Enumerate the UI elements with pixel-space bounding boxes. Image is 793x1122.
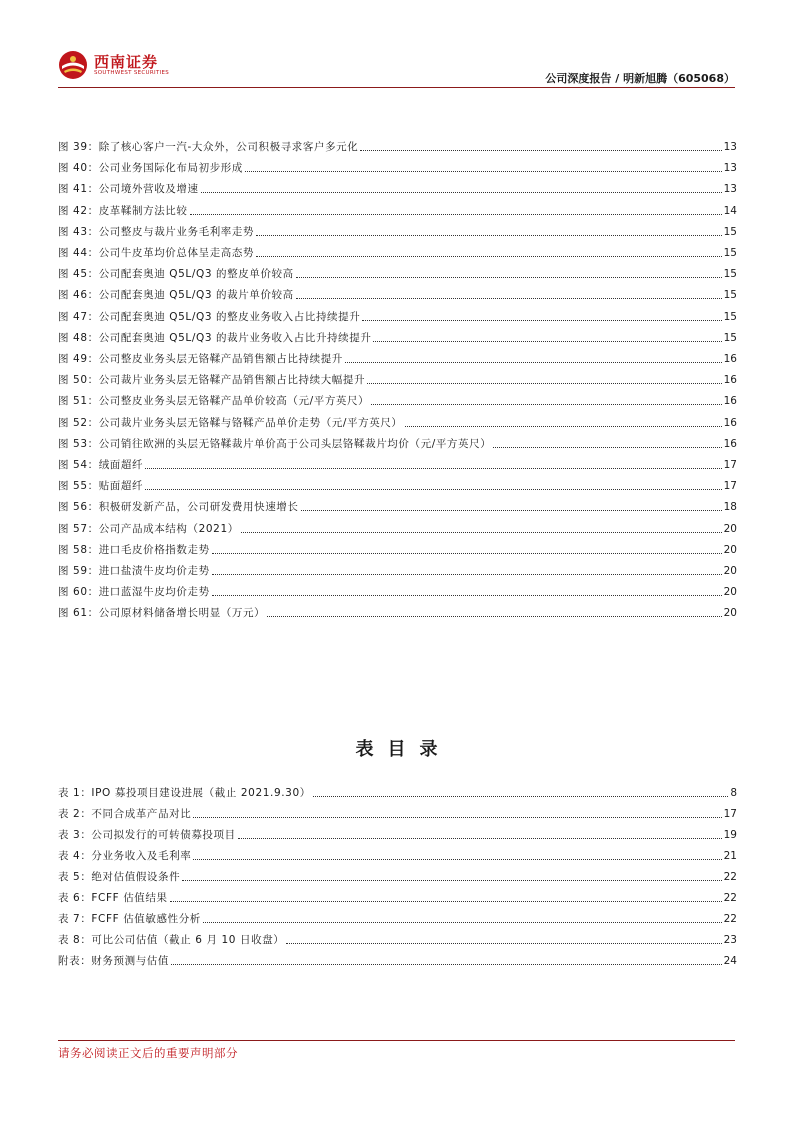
figure-toc-entry-page-number: 20 [723,586,737,599]
figure-toc-entry[interactable] [58,387,737,408]
table-toc-entry-page-number: 22 [723,871,737,883]
figure-toc-entry-page-number: 20 [723,522,737,535]
dot-leader [193,817,721,818]
figure-toc-entry[interactable] [58,175,737,196]
figure-toc-entry-label: 图 54：绒面超纤 [58,459,144,471]
table-toc-entry[interactable] [58,947,737,968]
dot-leader [367,383,722,384]
logo-english-name: SOUTHWEST SECURITIES [94,70,170,76]
figure-toc-entry-label: 图 41：公司境外营收及增速 [58,183,199,196]
dot-leader [296,298,722,299]
footer-divider [58,1040,735,1041]
table-toc-entry-page-number: 19 [723,829,737,841]
figure-toc-entry-page-number: 16 [723,416,737,429]
figure-toc-entry-page-number: 18 [723,501,737,514]
table-toc-entry-label: 表 3：公司拟发行的可转债募投项目 [58,829,236,841]
dot-leader [201,192,722,193]
figure-toc-entry[interactable] [58,345,737,366]
table-toc-entry-label: 表 5：绝对估值假设条件 [58,871,181,883]
figure-toc-entry-page-number: 16 [723,353,737,365]
figure-toc-entry[interactable] [58,451,737,472]
table-toc-entry-label: 表 8：可比公司估值（截止 6 月 10 日收盘） [58,934,285,946]
company-logo [58,50,178,84]
figure-toc-entry[interactable] [58,154,737,175]
dot-leader [203,922,722,923]
table-toc-entry-label: 表 1：IPO 募投项目建设进展（截止 2021.9.30） [58,787,311,799]
figure-toc-entry-label: 图 52：公司裁片业务头层无铬鞣与铬鞣产品单价走势（元/平方英尺） [58,416,403,429]
figure-toc-entry-label: 图 47：公司配套奥迪 Q5L/Q3 的整皮业务收入占比持续提升 [58,310,361,323]
figure-toc-entry-label: 图 57：公司产品成本结构（2021） [58,522,239,535]
figure-toc-entry[interactable] [58,430,737,451]
figure-toc-entry[interactable] [58,218,737,239]
table-toc-entry[interactable] [58,905,737,926]
figure-toc-entry-label: 图 60：进口蓝湿牛皮均价走势 [58,586,210,599]
figure-toc-entry-page-number: 15 [723,331,737,344]
dot-leader [313,796,728,797]
table-toc-entry-page-number: 8 [730,787,737,799]
table-toc-entry-page-number: 24 [723,955,737,967]
dot-leader [345,362,722,363]
figure-toc-entry-page-number: 13 [723,141,737,153]
table-toc-entry[interactable] [58,779,737,800]
figure-toc-entry-page-number: 14 [723,204,737,217]
table-toc-entry-label: 表 4：分业务收入及毛利率 [58,850,192,862]
table-toc-entry-label: 表 6：FCFF 估值结果 [58,892,168,904]
dot-leader [238,838,722,839]
figure-toc-entry-label: 图 58：进口毛皮价格指数走势 [58,543,210,556]
figure-toc-entry[interactable] [58,260,737,281]
dot-leader [171,964,722,965]
dot-leader [212,574,722,575]
figure-toc-entry[interactable] [58,578,737,599]
table-toc-entry[interactable] [58,926,737,947]
dot-leader [256,256,722,257]
figure-toc-entry-page-number: 20 [723,607,737,620]
figure-toc-entry-label: 图 44：公司牛皮革均价总体呈走高态势 [58,247,255,259]
dot-leader [145,468,722,469]
figure-toc-entry[interactable] [58,366,737,387]
figure-toc-entry-label: 图 61：公司原材料储备增长明显（万元） [58,607,266,620]
dot-leader [190,214,722,215]
figure-toc-entry[interactable] [58,493,737,514]
figure-toc-entry-label: 图 43：公司整皮与裁片业务毛利率走势 [58,225,255,238]
header-divider [58,87,735,88]
logo-chinese-name: 西南证券 [94,53,159,71]
figure-toc-entry-page-number: 15 [723,247,737,259]
table-toc-entry-page-number: 17 [723,808,737,820]
figure-toc-entry-label: 图 51：公司整皮业务头层无铬鞣产品单价较高（元/平方英尺） [58,395,370,408]
report-header-title: 公司深度报告 / 明新旭腾（605068） [545,72,735,85]
figure-toc-entry[interactable] [58,133,737,154]
dot-leader [493,447,721,448]
figure-toc-entry[interactable] [58,197,737,218]
figure-toc-entry-label: 图 40：公司业务国际化布局初步形成 [58,162,243,175]
table-toc-entry-page-number: 22 [723,913,737,925]
figure-toc-entry-page-number: 15 [723,310,737,323]
dot-leader [296,277,722,278]
table-toc-entry-page-number: 22 [723,892,737,904]
figure-toc-entry-label: 图 42：皮革鞣制方法比较 [58,204,188,217]
figure-toc-entry[interactable] [58,324,737,345]
figure-toc-entry[interactable] [58,472,737,493]
figure-toc-entry[interactable] [58,557,737,578]
dot-leader [373,341,721,342]
figure-toc-entry[interactable] [58,409,737,430]
figure-toc-entry-page-number: 15 [723,289,737,302]
dot-leader [362,320,721,321]
figure-toc-entry[interactable] [58,599,737,620]
figure-toc-entry-label: 图 55：贴面超纤 [58,480,144,493]
figure-toc-entry-label: 图 49：公司整皮业务头层无铬鞣产品销售额占比持续提升 [58,353,343,365]
figure-toc-entry-page-number: 15 [723,225,737,238]
table-toc-entry-label: 表 2：不同合成革产品对比 [58,808,192,820]
figure-toc-entry[interactable] [58,536,737,557]
dot-leader [286,943,721,944]
table-toc-entry-label: 表 7：FCFF 估值敏感性分析 [58,913,201,925]
figure-toc-entry-page-number: 16 [723,374,737,387]
dot-leader [245,171,722,172]
table-toc-entry[interactable] [58,842,737,863]
figure-toc-entry-page-number: 13 [723,162,737,175]
figure-toc-entry-label: 图 39：除了核心客户一汽-大众外，公司积极寻求客户多元化 [58,141,359,153]
figure-toc-entry[interactable] [58,515,737,536]
figure-toc-entry-page-number: 17 [723,459,737,471]
figure-toc-entry[interactable] [58,303,737,324]
table-toc-entry-page-number: 23 [723,934,737,946]
figure-toc-entry-label: 图 48：公司配套奥迪 Q5L/Q3 的裁片业务收入占比升持续提升 [58,331,372,344]
dot-leader [301,510,722,511]
dot-leader [241,532,722,533]
table-toc-entry[interactable] [58,800,737,821]
figure-toc-entry-label: 图 46：公司配套奥迪 Q5L/Q3 的裁片单价较高 [58,289,294,302]
figure-toc-entry-page-number: 16 [723,437,737,450]
dot-leader [360,150,721,151]
figure-toc-entry-page-number: 17 [723,480,737,493]
figure-toc-entry-page-number: 13 [723,183,737,196]
figure-toc-entry[interactable] [58,281,737,302]
figure-toc-entry-page-number: 16 [723,395,737,408]
southwest-securities-logo-icon [58,50,88,80]
footer-disclaimer: 请务必阅读正文后的重要声明部分 [58,1046,238,1060]
dot-leader [371,404,721,405]
dot-leader [193,859,721,860]
dot-leader [212,553,722,554]
figure-toc-entry-page-number: 20 [723,543,737,556]
figure-toc-entry-label: 图 45：公司配套奥迪 Q5L/Q3 的整皮单价较高 [58,268,294,281]
table-toc-entry-page-number: 21 [723,850,737,862]
table-toc-entry[interactable] [58,884,737,905]
table-toc-entry[interactable] [58,863,737,884]
tables-section-title: 表目录 [355,739,452,760]
dot-leader [267,616,721,617]
figure-toc-entry-label: 图 50：公司裁片业务头层无铬鞣产品销售额占比持续大幅提升 [58,374,366,387]
figure-toc-entry[interactable] [58,239,737,260]
figure-toc-entry-label: 图 59：进口盐渍牛皮均价走势 [58,565,210,577]
figure-toc-entry-page-number: 20 [723,565,737,577]
dot-leader [256,235,722,236]
figure-toc-entry-label: 图 53：公司销往欧洲的头层无铬鞣裁片单价高于公司头层铬鞣裁片均价（元/平方英尺） [58,437,492,450]
figure-toc-entry-page-number: 15 [723,268,737,281]
dot-leader [405,426,722,427]
dot-leader [212,595,722,596]
figure-toc-entry-label: 图 56：积极研发新产品，公司研发费用快速增长 [58,501,299,514]
table-toc-entry[interactable] [58,821,737,842]
dot-leader [170,901,722,902]
dot-leader [145,489,722,490]
dot-leader [182,880,721,881]
table-toc-entry-label: 附表：财务预测与估值 [58,955,169,967]
